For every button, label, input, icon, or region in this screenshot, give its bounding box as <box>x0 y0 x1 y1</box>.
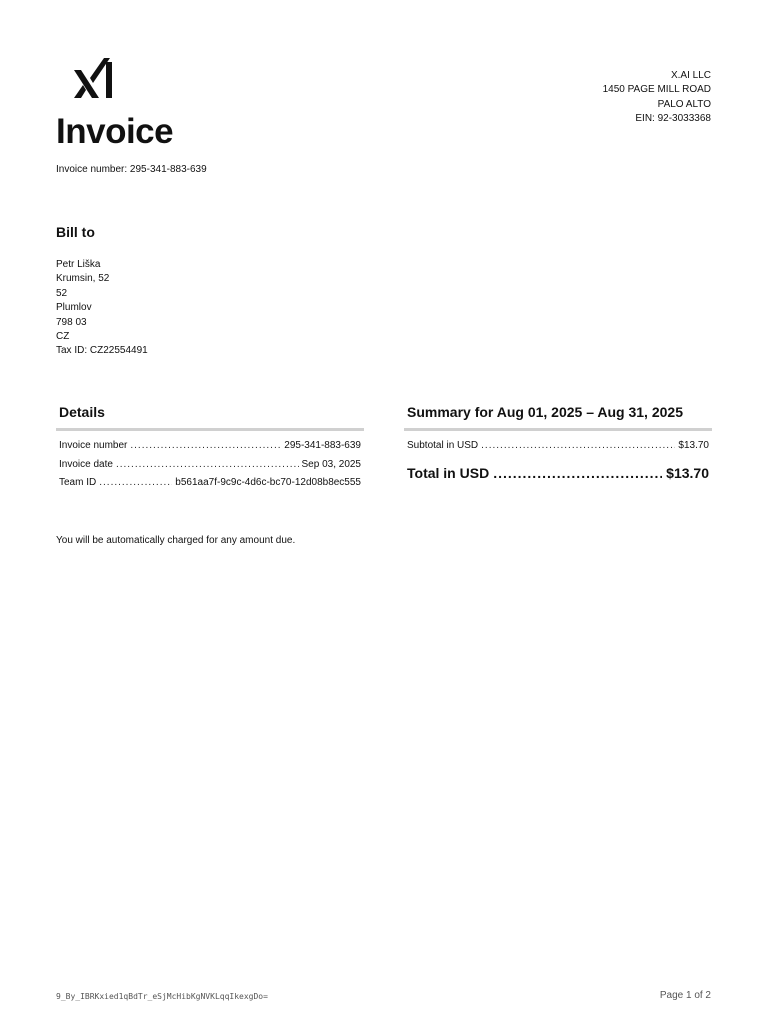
summary-section <box>404 400 712 481</box>
row-value: Sep 03, 2025 <box>301 458 361 470</box>
subtotal-label: Subtotal in USD <box>407 440 479 451</box>
bill-to-address <box>56 258 148 359</box>
footer-reference-code: 9_By_IBRKxied1qBdTr_eSjMcHibKgNVKLqqIkexgDo= <box>56 992 268 1001</box>
company-address <box>603 69 711 126</box>
row-value: 295-341-883-639 <box>284 440 361 451</box>
subtotal-row <box>404 440 712 459</box>
details-row-invoice-date <box>56 459 364 478</box>
page-number: Page 1 of 2 <box>659 990 711 1001</box>
details-rows <box>56 431 364 496</box>
total-label: Total in USD <box>407 464 490 481</box>
details-heading: Details <box>56 400 364 431</box>
auto-charge-note: You will be automatically charged for any amount due. <box>56 535 296 546</box>
dot-leader <box>99 477 172 488</box>
company-city: PALO ALTO <box>657 98 711 110</box>
details-row-team-id <box>56 477 364 496</box>
invoice-number-line: Invoice number: 295-341-883-639 <box>56 164 207 175</box>
company-street: 1450 PAGE MILL ROAD <box>602 84 711 96</box>
row-label: Invoice date <box>59 458 113 470</box>
bill-to-heading: Bill to <box>56 224 95 240</box>
row-label: Invoice number <box>59 440 128 451</box>
bill-to-line: Tax ID: CZ22554491 <box>56 345 148 357</box>
bill-to-line: 52 <box>56 287 68 299</box>
summary-heading: Summary for Aug 01, 2025 – Aug 31, 2025 <box>404 400 712 431</box>
xai-logo-icon <box>72 56 116 100</box>
summary-rows <box>404 431 712 481</box>
details-section <box>56 400 364 496</box>
total-row <box>404 459 712 481</box>
dot-leader <box>130 440 281 451</box>
page-title: Invoice <box>56 112 174 151</box>
details-row-invoice-number <box>56 440 364 459</box>
row-label: Team ID <box>59 477 97 488</box>
dot-leader <box>493 465 662 481</box>
company-name: X.AI LLC <box>670 70 711 81</box>
company-ein: EIN: 92-3033368 <box>635 112 711 124</box>
bill-to-line: CZ <box>56 331 70 343</box>
bill-to-line: Petr Liška <box>56 259 101 270</box>
row-value: b561aa7f-9c9c-4d6c-bc70-12d08b8ec555 <box>175 477 361 488</box>
dot-leader <box>481 440 675 451</box>
bill-to-line: 798 03 <box>56 316 87 328</box>
total-value: $13.70 <box>666 464 709 481</box>
dot-leader <box>116 459 299 470</box>
bill-to-line: Krumsin, 52 <box>56 273 110 285</box>
subtotal-value: $13.70 <box>678 440 709 451</box>
bill-to-line: Plumlov <box>56 302 92 314</box>
